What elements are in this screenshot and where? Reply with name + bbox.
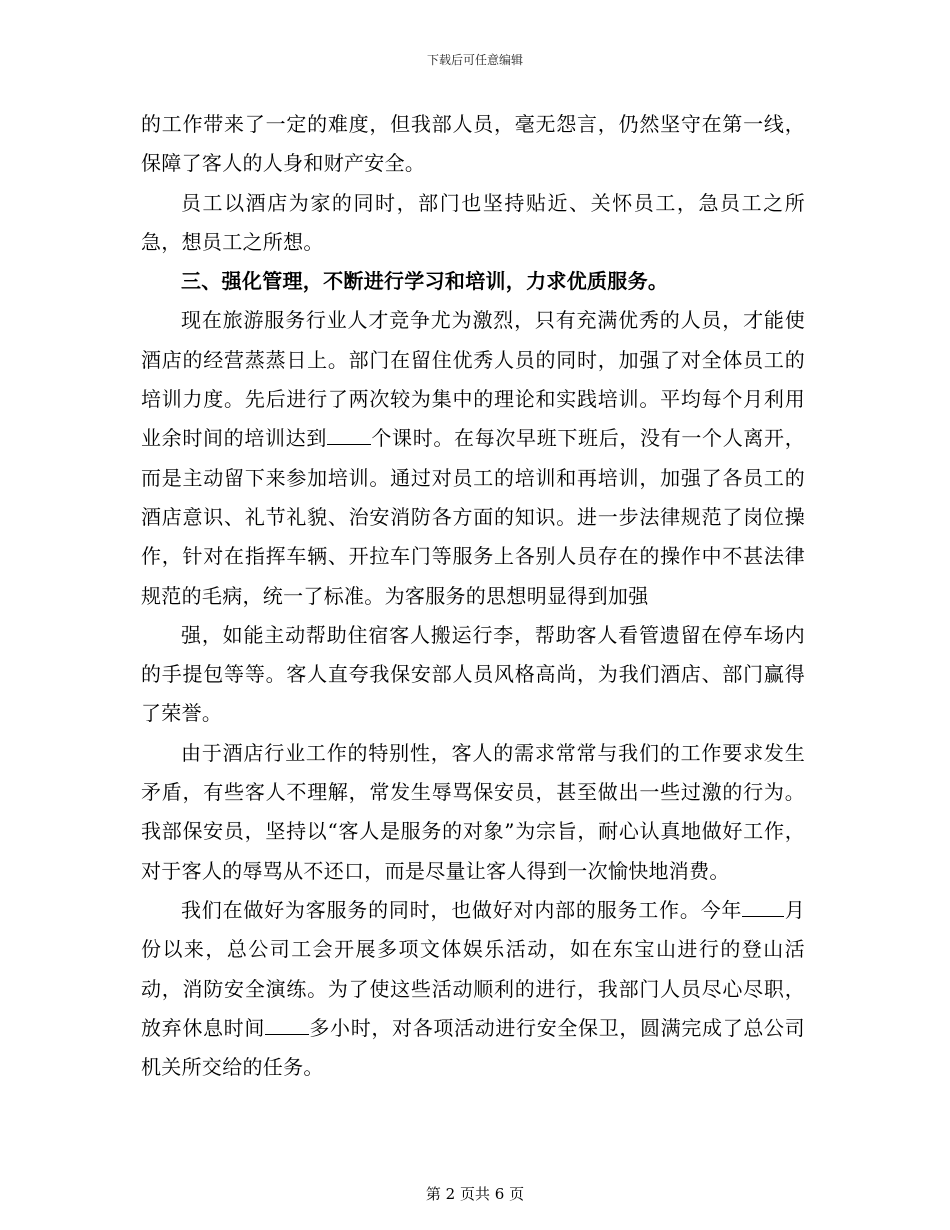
section-heading: 三、强化管理，不断进行学习和培训，力求优质服务。 (181, 269, 669, 294)
paragraph-1: 的工作带来了一定的难度，但我部人员，毫无怨言，仍然坚守在第一线，保障了客人的人身和财产安全。 (141, 112, 805, 176)
fill-in-blank (742, 894, 784, 917)
document-body (141, 105, 805, 1087)
paragraph-4: 强，如能主动帮助住宿客人搬运行李，帮助客人看管遗留在停车场内的手提包等等。客人直夸我保安部人员风格高尚，为我们酒店、部门赢得了荣誉。 (141, 622, 805, 726)
paragraph-3 (141, 301, 805, 615)
page-header: 下载后可任意编辑 (426, 53, 523, 67)
paragraph-3-part-a: 现在旅游服务行业人才竞争尤为激烈，只有充满优秀的人员，才能使酒店的经营蒸蒸日上。部门在留住优秀人员的同时，加强了对全体员工的培训力度。先后进行了两次较为集中的理论和实践培训。平均每个月利用业余时间的培训达到 (141, 308, 805, 451)
paragraph-6 (141, 891, 805, 1087)
fill-in-blank (327, 422, 371, 445)
paragraph-6-part-a: 我们在做好为客服务的同时，也做好对内部的服务工作。今年 (181, 897, 743, 922)
paragraph-6-part-b: 月份以来，总公司工会开展多项文体娱乐活动，如在东宝山进行的登山活动，消防安全演练。为了使这些活动顺利的进行，我部门人员尽心尽职，放弃休息时间 (141, 897, 805, 1040)
fill-in-blank (265, 1012, 309, 1035)
page-footer: 第 2 页共 6 页 (425, 1185, 525, 1203)
paragraph-3-part-b: 个课时。在每次早班下班后，没有一个人离开，而是主动留下来参加培训。通过对员工的培训和再培训，加强了各员工的酒店意识、礼节礼貌、治安消防各方面的知识。进一步法律规范了岗位操作，针对在指挥车辆、开拉车门等服务上各别人员存在的操作中不甚法律规范的毛病，统一了标准。为客服务的思想明显得到加强 (141, 426, 805, 608)
paragraph-5: 由于酒店行业工作的特别性，客人的需求常常与我们的工作要求发生矛盾，有些客人不理解，常发生辱骂保安员，甚至做出一些过激的行为。我部保安员，坚持以“客人是服务的对象”为宗旨，耐心认真地做好工作，对于客人的辱骂从不还口，而是尽量让客人得到一次愉快地消费。 (141, 740, 805, 883)
paragraph-2: 员工以酒店为家的同时，部门也坚持贴近、关怀员工，急员工之所急，想员工之所想。 (141, 190, 805, 254)
paragraph-6-part-c: 多小时，对各项活动进行安全保卫，圆满完成了总公司机关所交给的任务。 (141, 1015, 805, 1080)
